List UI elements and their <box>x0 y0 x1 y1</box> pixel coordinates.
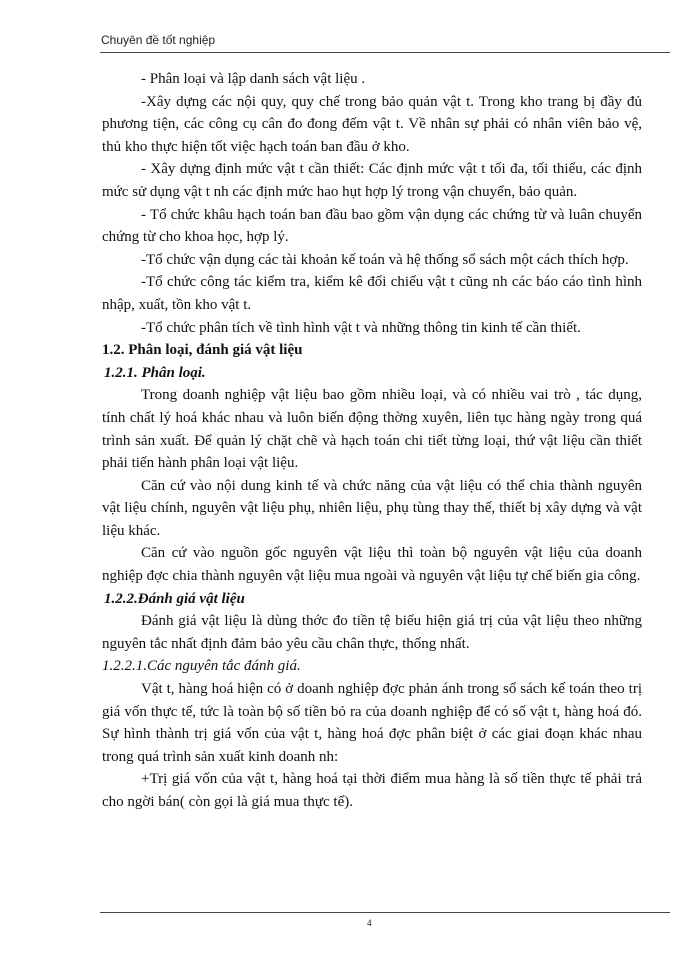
footer-divider <box>100 912 670 913</box>
document-body <box>102 68 642 814</box>
header-divider <box>100 52 670 53</box>
paragraph: Đánh giá vật liệu là dùng thớc đo tiền tệ biểu hiện giá trị của vật liệu theo những nguyên tắc nhất định đảm bảo yêu cầu chân thực, thống nhất. <box>102 613 642 652</box>
paragraph: +Trị giá vốn của vật t, hàng hoá tại thời điểm mua hàng là số tiền thực tế phải trả cho ngời bán( còn gọi là giá mua thực tế). <box>102 771 642 810</box>
list-item: - Xây dựng định mức vật t cần thiết: Các định mức vật t tối đa, tối thiểu, các định mức sử dụng vật t nh các định mức hao hụt hợp lý trong vận chuyển, bảo quản. <box>102 161 642 200</box>
section-heading-1-2-1: 1.2.1. Phân loại. <box>104 364 206 381</box>
list-item: -Xây dựng các nội quy, quy chế trong bảo quản vật t. Trong kho trang bị đầy đủ phương tiện, các công cụ cân đo đong đếm vật t. Về nhân sự phải có nhân viên bảo vệ, thủ kho thực hiện tốt việc hạch toán ban đầu ở kho. <box>102 93 642 155</box>
paragraph: Căn cứ vào nguồn gốc nguyên vật liệu thì toàn bộ nguyên vật liệu của doanh nghiệp đợc chia thành nguyên vật liệu mua ngoài và nguyên vật liệu tự chế biến gia công. <box>102 545 642 585</box>
section-heading-1-2-2-1: 1.2.2.1.Các nguyên tắc đánh giá. <box>102 658 301 675</box>
page-number: 4 <box>367 918 372 928</box>
list-item: -Tổ chức phân tích về tình hình vật t và những thông tin kinh tế cần thiết. <box>141 319 581 336</box>
list-item: - Tổ chức khâu hạch toán ban đầu bao gồm vận dụng các chứng từ và luân chuyển chứng từ cho khoa học, hợp lý. <box>102 206 642 246</box>
paragraph: Căn cứ vào nội dung kinh tế và chức năng của vật liệu có thể chia thành nguyên vật liệu chính, nguyên vật liệu phụ, nhiên liệu, phụ tùng thay thế, thiết bị xây dựng và vật liệu khác. <box>102 477 642 539</box>
paragraph: Trong doanh nghiệp vật liệu bao gồm nhiều loại, và có nhiều vai trò , tác dụng, tính chất lý hoá khác nhau và luôn biến động thờng xuyên, liên tục hàng ngày trong quá trình sản xuất. Để quản lý chặt chẽ và hạch toán chi tiết từng loại, thứ vật liệu cần thiết phải tiến hành phân loại vật liệu. <box>102 387 642 472</box>
page-header-title: Chuyên đề tốt nghiệp <box>101 33 216 47</box>
list-item: -Tổ chức vận dụng các tài khoản kế toán và hệ thống sổ sách một cách thích hợp. <box>141 251 629 268</box>
list-item: -Tổ chức công tác kiểm tra, kiểm kê đối chiếu vật t cũng nh các báo cáo tình hình nhập, xuất, tồn kho vật t. <box>102 274 642 313</box>
paragraph: Vật t, hàng hoá hiện có ở doanh nghiệp đợc phản ánh trong sổ sách kế toán theo trị giá vốn thực tế, tức là toàn bộ số tiền bỏ ra của doanh nghiệp để có số vật t, hàng hoá đó. Sự hình thành trị giá vốn của vật t, hàng hoá đợc phân biệt ở các giai đoạn khác nhau trong quá trình sản xuất kinh doanh nh: <box>102 681 642 765</box>
section-heading-1-2-2: 1.2.2.Đánh giá vật liệu <box>104 590 245 607</box>
list-item: - Phân loại và lập danh sách vật liệu . <box>141 71 366 87</box>
section-heading-1-2: 1.2. Phân loại, đánh giá vật liệu <box>102 342 303 359</box>
